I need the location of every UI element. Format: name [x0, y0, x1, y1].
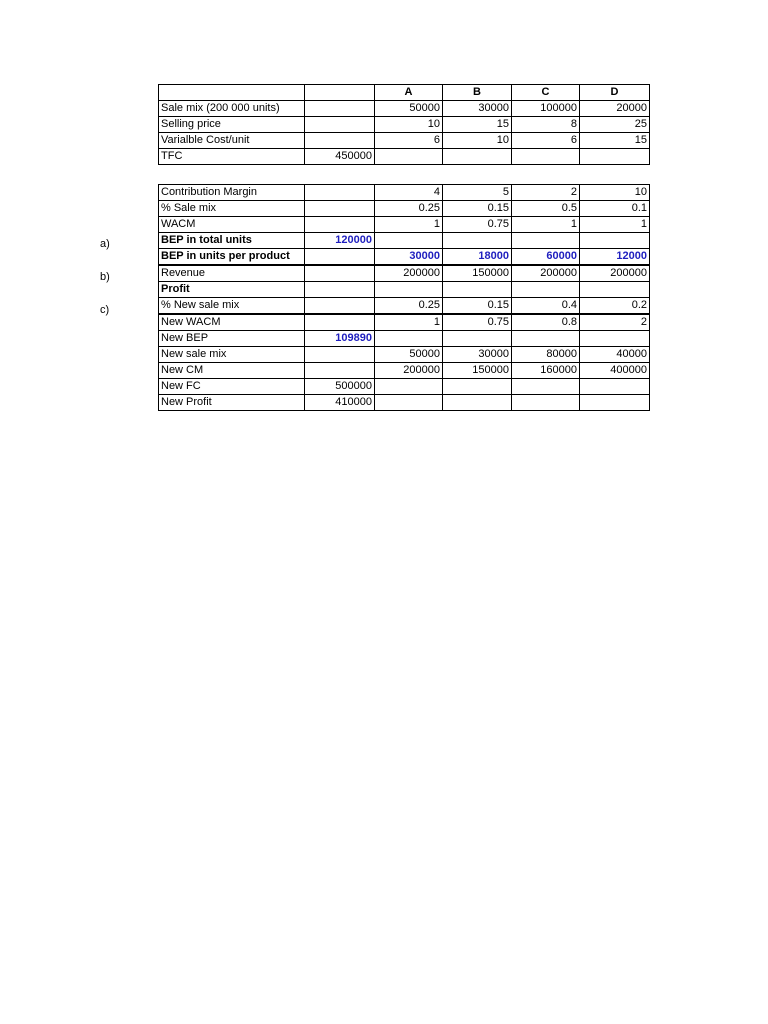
row-label: Contribution Margin	[159, 185, 305, 201]
cell-d: 20000	[580, 101, 650, 117]
cell-c: 160000	[512, 363, 580, 379]
table-row	[159, 217, 650, 233]
row-label: New Profit	[159, 395, 305, 411]
header-cell-total	[305, 85, 375, 101]
header-cell-label	[159, 85, 305, 101]
cell-b: 5	[443, 185, 512, 201]
cell-total	[305, 217, 375, 233]
cell-d	[580, 233, 650, 249]
cell-b	[443, 149, 512, 165]
cell-c	[512, 282, 580, 298]
cell-total: 500000	[305, 379, 375, 395]
cell-c: 6	[512, 133, 580, 149]
cell-c: 80000	[512, 347, 580, 363]
cell-a: 0.25	[375, 298, 443, 315]
cell-a: 10	[375, 117, 443, 133]
cell-b: 0.15	[443, 201, 512, 217]
header-cell-c: C	[512, 85, 580, 101]
header-row	[159, 85, 650, 101]
header-cell-a: A	[375, 85, 443, 101]
header-cell-b: B	[443, 85, 512, 101]
cell-d	[580, 282, 650, 298]
table-row	[159, 249, 650, 266]
analysis-table	[158, 184, 650, 411]
cell-a: 50000	[375, 347, 443, 363]
table-row	[159, 298, 650, 315]
table-row	[159, 201, 650, 217]
cell-a	[375, 379, 443, 395]
cell-d	[580, 149, 650, 165]
cell-c	[512, 395, 580, 411]
cell-d: 0.1	[580, 201, 650, 217]
cell-total	[305, 101, 375, 117]
cell-a: 1	[375, 217, 443, 233]
cell-c: 0.8	[512, 314, 580, 331]
cell-d	[580, 331, 650, 347]
cell-c	[512, 149, 580, 165]
cell-b: 0.75	[443, 314, 512, 331]
cell-a: 200000	[375, 265, 443, 282]
cell-c: 1	[512, 217, 580, 233]
cell-a: 6	[375, 133, 443, 149]
row-label: Selling price	[159, 117, 305, 133]
table-row	[159, 233, 650, 249]
cell-d: 40000	[580, 347, 650, 363]
cell-c: 60000	[512, 249, 580, 266]
row-label: Varialble Cost/unit	[159, 133, 305, 149]
row-label: New BEP	[159, 331, 305, 347]
part-a-marker: a)	[100, 238, 110, 250]
cell-b	[443, 395, 512, 411]
cell-total: 410000	[305, 395, 375, 411]
row-label: BEP in total units	[159, 233, 305, 249]
cell-a: 0.25	[375, 201, 443, 217]
table-row	[159, 117, 650, 133]
cell-c: 0.4	[512, 298, 580, 315]
table-row	[159, 149, 650, 165]
sales-data-table	[158, 84, 650, 165]
cell-total: 450000	[305, 149, 375, 165]
cell-a: 50000	[375, 101, 443, 117]
row-label: New WACM	[159, 314, 305, 331]
cell-d: 2	[580, 314, 650, 331]
row-label: New CM	[159, 363, 305, 379]
cell-a	[375, 233, 443, 249]
row-label: Revenue	[159, 265, 305, 282]
cell-total	[305, 201, 375, 217]
cell-b: 10	[443, 133, 512, 149]
cell-d: 15	[580, 133, 650, 149]
cell-total	[305, 314, 375, 331]
cell-b: 30000	[443, 101, 512, 117]
cell-total	[305, 363, 375, 379]
cell-d: 400000	[580, 363, 650, 379]
cell-total	[305, 298, 375, 315]
header-cell-d: D	[580, 85, 650, 101]
cell-c	[512, 331, 580, 347]
table-row	[159, 282, 650, 298]
cell-total: 120000	[305, 233, 375, 249]
table-row	[159, 363, 650, 379]
cell-c	[512, 233, 580, 249]
cell-c: 100000	[512, 101, 580, 117]
cell-total	[305, 265, 375, 282]
cell-total: 109890	[305, 331, 375, 347]
part-b-marker: b)	[100, 271, 110, 283]
cell-d	[580, 395, 650, 411]
table-row	[159, 347, 650, 363]
row-label: New FC	[159, 379, 305, 395]
cell-b	[443, 379, 512, 395]
cell-c	[512, 379, 580, 395]
cell-total	[305, 282, 375, 298]
cell-b: 0.75	[443, 217, 512, 233]
row-label: WACM	[159, 217, 305, 233]
cell-d: 25	[580, 117, 650, 133]
cell-a	[375, 395, 443, 411]
cell-a	[375, 331, 443, 347]
table-row	[159, 395, 650, 411]
cell-a	[375, 282, 443, 298]
cell-d: 0.2	[580, 298, 650, 315]
cell-a: 30000	[375, 249, 443, 266]
cell-d: 200000	[580, 265, 650, 282]
cell-total	[305, 249, 375, 266]
cell-b: 0.15	[443, 298, 512, 315]
row-label: Profit	[159, 282, 305, 298]
row-label: Sale mix (200 000 units)	[159, 101, 305, 117]
cell-c: 200000	[512, 265, 580, 282]
part-c-marker: c)	[100, 304, 110, 316]
cell-b: 18000	[443, 249, 512, 266]
cell-b: 150000	[443, 265, 512, 282]
row-label: % Sale mix	[159, 201, 305, 217]
cell-c: 2	[512, 185, 580, 201]
table-row	[159, 265, 650, 282]
table-row	[159, 101, 650, 117]
row-label: BEP in units per product	[159, 249, 305, 266]
cell-a: 200000	[375, 363, 443, 379]
row-label: % New sale mix	[159, 298, 305, 315]
cell-d	[580, 379, 650, 395]
row-label: TFC	[159, 149, 305, 165]
row-label: New sale mix	[159, 347, 305, 363]
cell-d: 1	[580, 217, 650, 233]
cell-total	[305, 117, 375, 133]
table-row	[159, 379, 650, 395]
cell-b: 150000	[443, 363, 512, 379]
cell-a: 1	[375, 314, 443, 331]
cell-d: 12000	[580, 249, 650, 266]
table-row	[159, 331, 650, 347]
table-row	[159, 185, 650, 201]
cell-b	[443, 233, 512, 249]
cell-b	[443, 331, 512, 347]
table-row	[159, 314, 650, 331]
cell-total	[305, 185, 375, 201]
cell-total	[305, 133, 375, 149]
cell-c: 8	[512, 117, 580, 133]
cell-a: 4	[375, 185, 443, 201]
cell-total	[305, 347, 375, 363]
table-row	[159, 133, 650, 149]
cell-b: 15	[443, 117, 512, 133]
cell-c: 0.5	[512, 201, 580, 217]
cell-d: 10	[580, 185, 650, 201]
cell-a	[375, 149, 443, 165]
cell-b	[443, 282, 512, 298]
cell-b: 30000	[443, 347, 512, 363]
